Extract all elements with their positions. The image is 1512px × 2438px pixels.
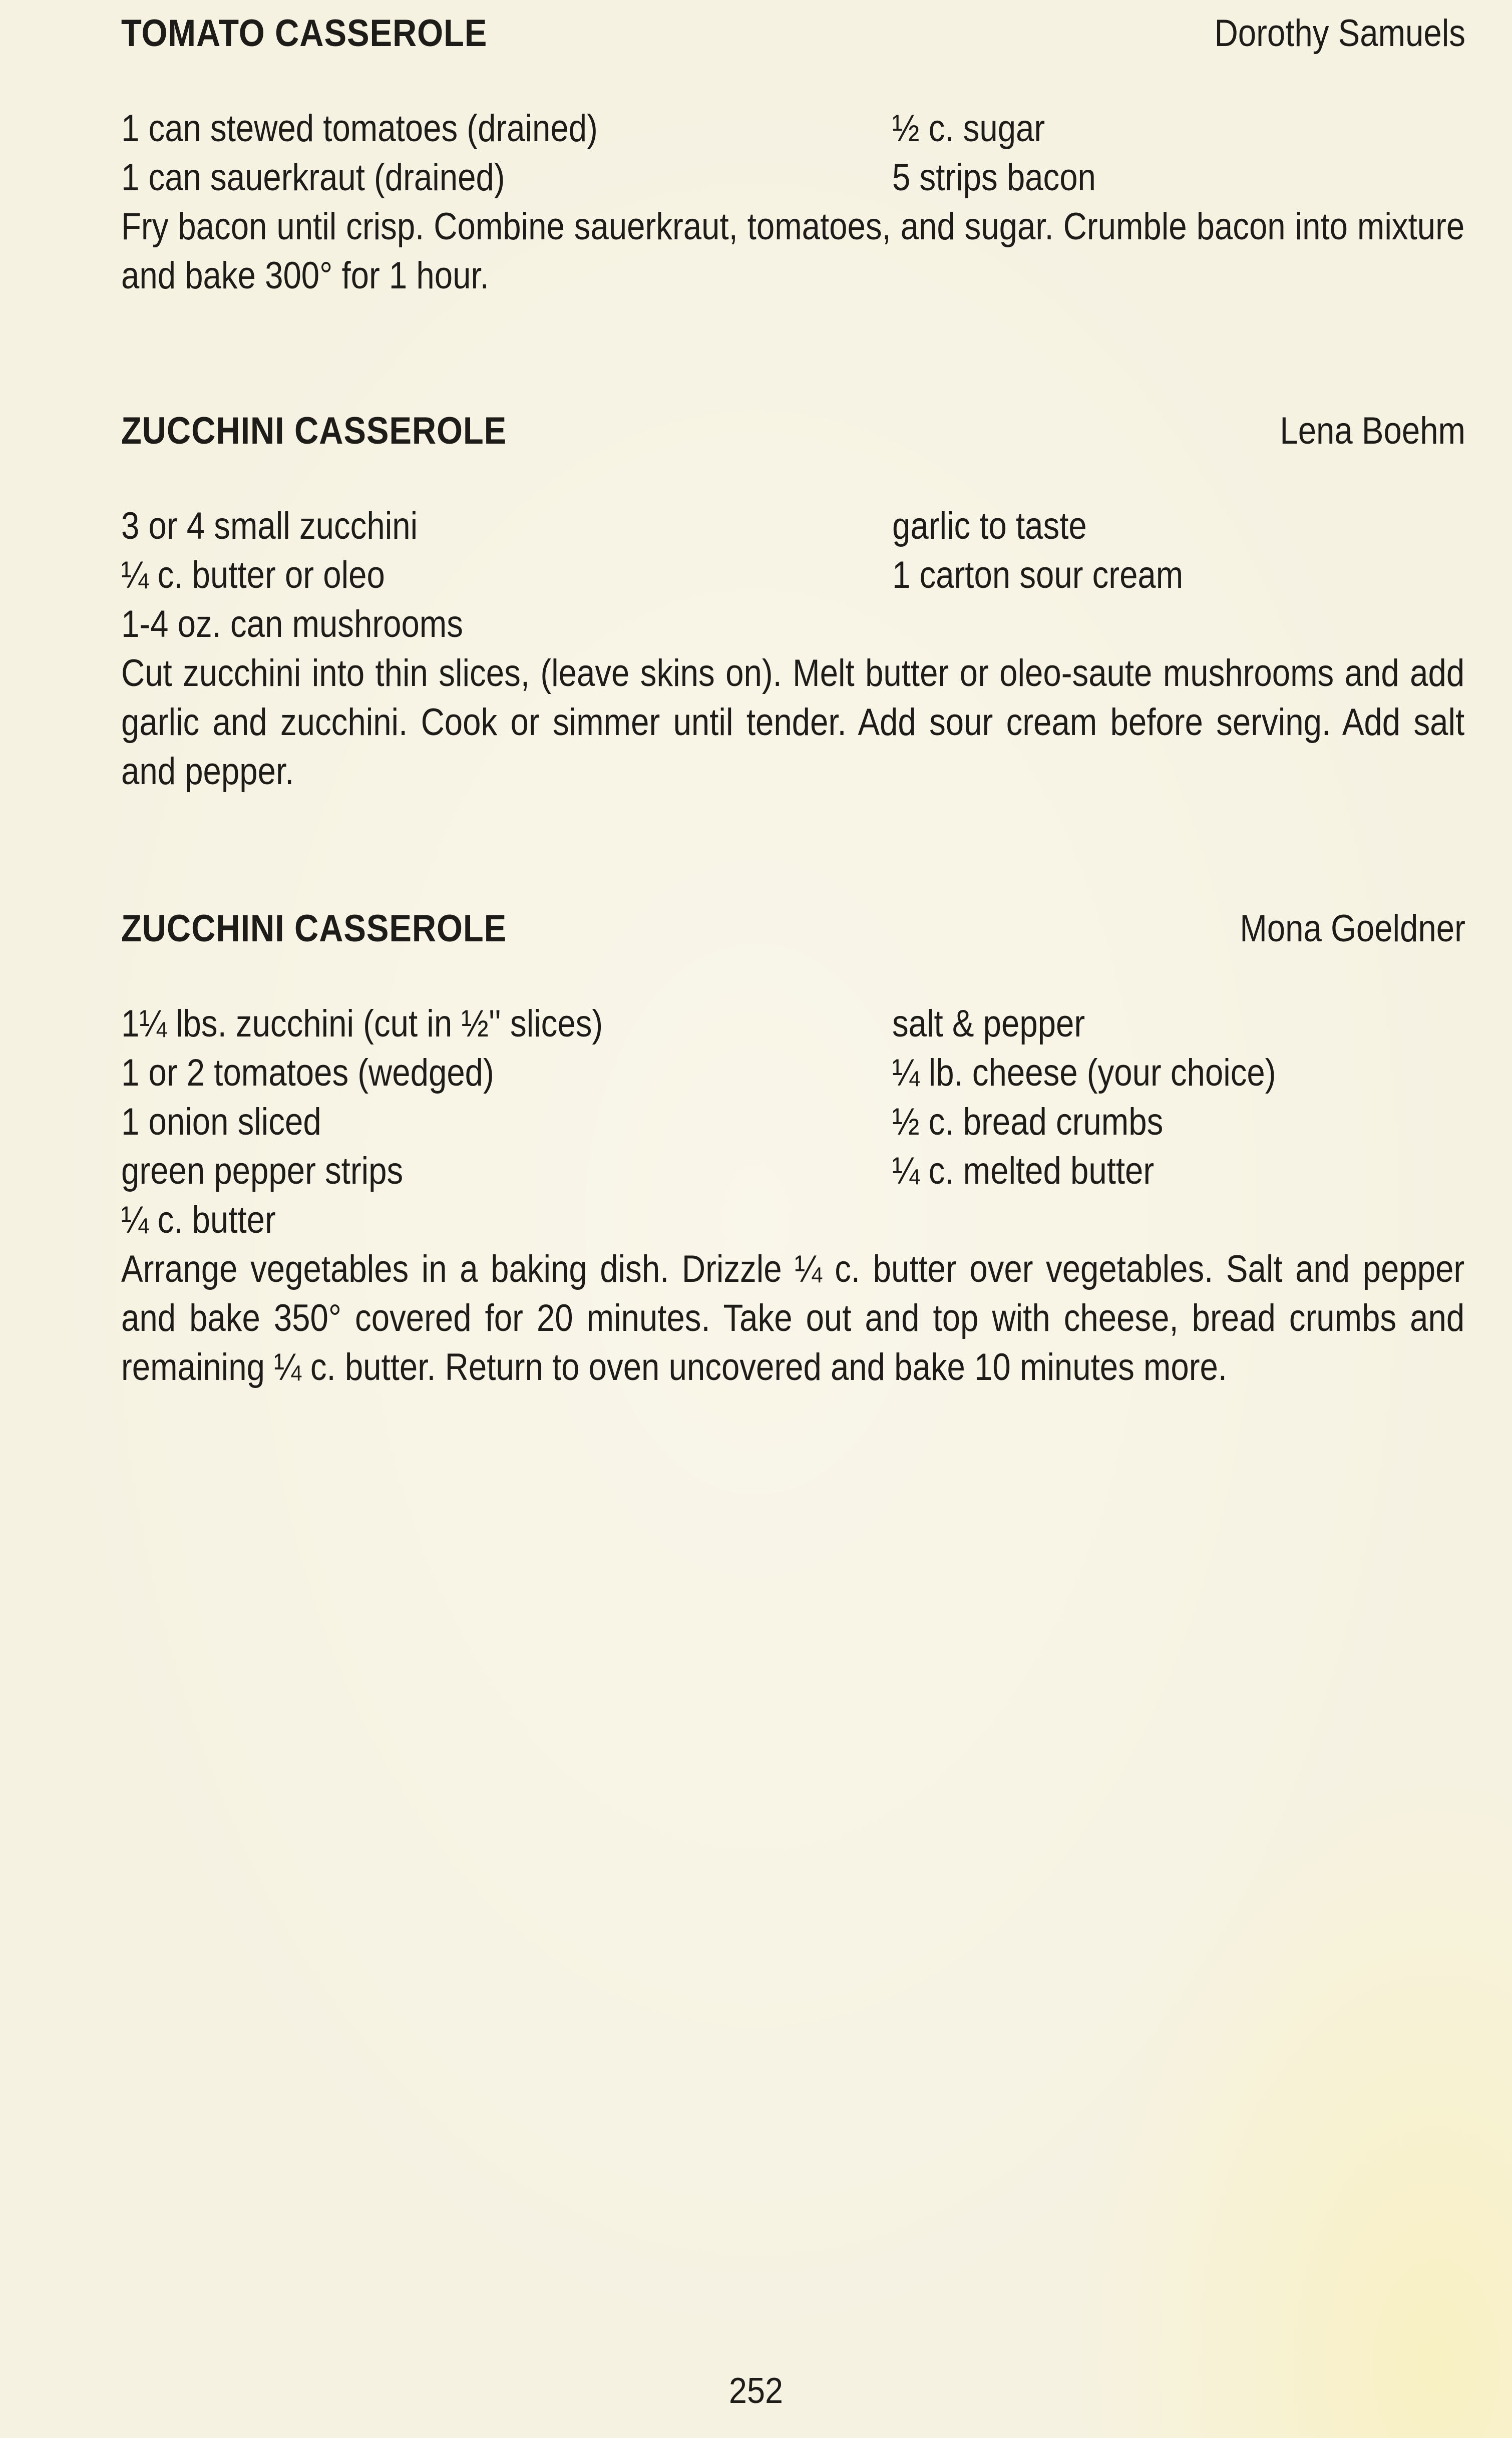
recipe-directions: Fry bacon until crisp. Combine sauerkraut, tomatoes, and sugar. Crumble bacon into mixture and bake 300° for 1 hour. [121, 205, 1465, 297]
ingredient-item: 1 can sauerkraut (drained) [121, 156, 505, 199]
ingredient-item: 1-4 oz. can mushrooms [121, 603, 463, 645]
ingredient-list [121, 502, 1465, 649]
recipe-title: ZUCCHINI CASSEROLE [121, 907, 507, 950]
ingredient-item: 1 or 2 tomatoes (wedged) [121, 1052, 494, 1094]
ingredient-row [121, 1196, 1465, 1245]
ingredient-list [121, 104, 1465, 202]
ingredient-item: 1 carton sour cream [892, 554, 1184, 596]
recipe-title: TOMATO CASSEROLE [121, 12, 488, 55]
ingredient-item: 1¼ lbs. zucchini (cut in ½'' slices) [121, 1002, 603, 1045]
recipe-author: Lena Boehm [1280, 410, 1465, 452]
ingredient-row [121, 1147, 1465, 1196]
ingredient-row [121, 502, 1465, 551]
page-number: 252 [728, 2371, 784, 2411]
recipe-zucchini-casserole-boehm [121, 404, 1465, 796]
ingredient-item: ¼ c. butter [121, 1199, 276, 1241]
ingredient-list [121, 999, 1465, 1245]
ingredient-item: garlic to taste [892, 505, 1087, 547]
ingredient-item: 5 strips bacon [892, 156, 1096, 199]
recipe-header [121, 404, 1465, 459]
ingredient-item: ¼ c. butter or oleo [121, 554, 385, 596]
recipe-tomato-casserole [121, 6, 1465, 300]
ingredient-row [121, 1049, 1465, 1098]
ingredient-item: ¼ c. melted butter [892, 1150, 1155, 1192]
ingredient-item: ¼ lb. cheese (your choice) [892, 1052, 1276, 1094]
ingredient-row [121, 153, 1465, 202]
ingredient-row [121, 600, 1465, 649]
ingredient-row [121, 999, 1465, 1049]
ingredient-row [121, 551, 1465, 600]
ingredient-item: ½ c. sugar [892, 107, 1045, 150]
ingredient-item: 3 or 4 small zucchini [121, 505, 418, 547]
recipe-author: Mona Goeldner [1240, 907, 1465, 950]
recipe-directions: Cut zucchini into thin slices, (leave skins on). Melt butter or oleo-saute mushrooms and add garlic and zucchini. Cook or simmer until tender. Add sour cream before serving. Add salt and pepper. [121, 652, 1465, 793]
recipe-zucchini-casserole-goeldner [121, 901, 1465, 1392]
ingredient-item: ½ c. bread crumbs [892, 1101, 1164, 1143]
ingredient-item: salt & pepper [892, 1002, 1085, 1045]
recipe-title: ZUCCHINI CASSEROLE [121, 410, 507, 452]
ingredient-row [121, 1098, 1465, 1147]
recipe-directions: Arrange vegetables in a baking dish. Drizzle ¼ c. butter over vegetables. Salt and pepper and bake 350° covered for 20 minutes. Take out and top with cheese, bread crumbs and remaining ¼ c. butter. Return to oven uncovered and bake 10 minutes more. [121, 1248, 1465, 1388]
ingredient-item: green pepper strips [121, 1150, 404, 1192]
ingredient-row [121, 104, 1465, 153]
recipe-author: Dorothy Samuels [1214, 12, 1465, 55]
recipe-header [121, 901, 1465, 956]
ingredient-item: 1 can stewed tomatoes (drained) [121, 107, 598, 150]
recipe-header [121, 6, 1465, 61]
ingredient-item: 1 onion sliced [121, 1101, 321, 1143]
